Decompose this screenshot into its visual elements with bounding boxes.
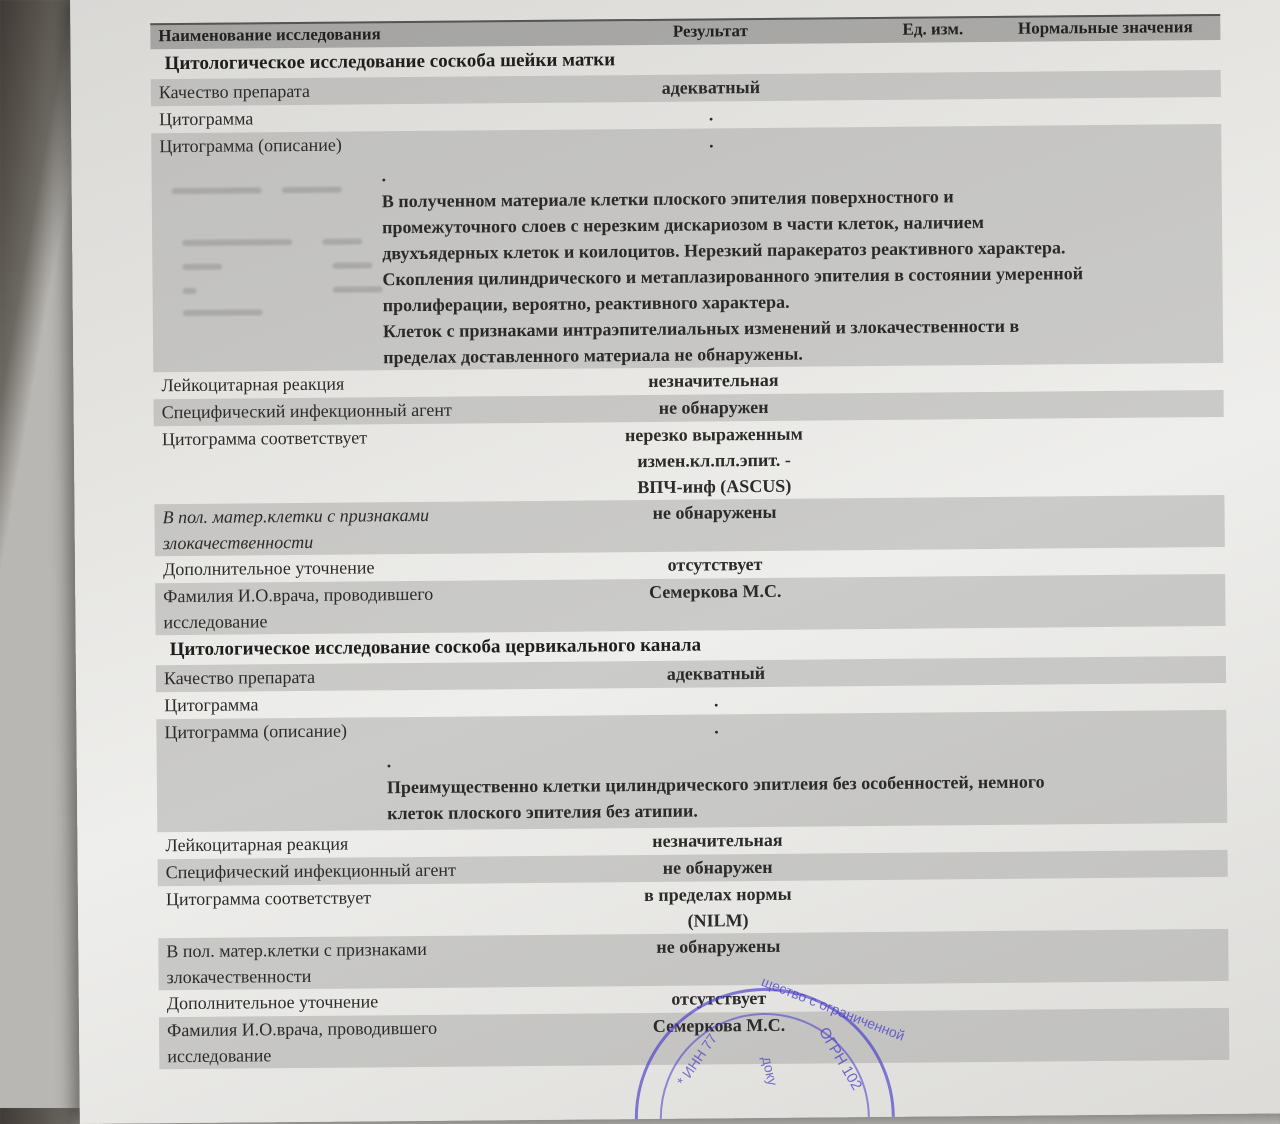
cytogram-description (151, 151, 1223, 372)
header-norm: Нормальные значения (1017, 17, 1193, 38)
cytogram-description (157, 737, 1228, 832)
document-sheet (70, 0, 1280, 1124)
table-row: Лейкоцитарная реакция незначительная (161, 369, 779, 396)
table-row: Качество препарата адекватный (156, 656, 1226, 692)
header-unit: Ед. изм. (902, 19, 964, 39)
table-row: Дополнительное уточнение отсутствует (162, 553, 763, 580)
table-row: Дополнительное уточнение отсутствует (166, 987, 767, 1014)
organization-stamp: щество с ограниченной ОГРН 102 * ИНН 77 доку (634, 987, 896, 1124)
description-text: . В полученном материале клетки плоского эпителия поверхностного и промежуточного слоев с нерезким дискариозом в части клеток, наличием двухъядерных клеток и коилоцитов. Нерезкий паракератоз реактивного характера. Скопления цилиндрического и метаплазированного эпителия в состоянии умеренной пролиферации, вероятно, реактивного характера. Клеток с признаками интраэпителиальных изменений и злокачественности в пределах доставленного материала не обнаружены. (381, 165, 1084, 368)
table-row: Цитограмма . (159, 104, 714, 130)
results-table (150, 14, 1229, 1069)
table-row: Цитограмма соответствует в пределах нормы (NILM) (165, 883, 792, 931)
table-row: Специфический инфекционный агент не обнаружен (154, 390, 1224, 426)
table-row: В пол. матер.клетки с признаками злокачественности не обнаружены (158, 929, 1228, 990)
table-row: Цитограмма соответствует нерезко выраженным измен.кл.пл.эпит. - ВПЧ-инф (ASCUS) (161, 423, 803, 498)
table-row: Специфический инфекционный агент не обнаружен (158, 850, 1228, 886)
header-result: Результат (672, 21, 748, 41)
table-row: Фамилия И.О.врача, проводившего исследование Семеркова М.С. (155, 574, 1225, 635)
section-title-cervical-canal: Цитологическое исследование соскоба цервикального канала (169, 634, 702, 661)
section-title-cervix: Цитологическое исследование соскоба шейки матки (164, 49, 616, 75)
table-row: Цитограмма (описание) . (156, 710, 1226, 746)
table-row: В пол. матер.клетки с признаками злокачественности не обнаружены (154, 495, 1224, 556)
table-row: Цитограмма . (164, 690, 719, 716)
table-row: Цитограмма (описание) . (151, 124, 1221, 160)
table-row: Лейкоцитарная реакция незначительная (165, 829, 783, 856)
header-name: Наименование исследования (158, 24, 381, 46)
description-text: . Преимущественно клетки цилиндрического эпитлеия без особенностей, немного клеток плоского эпителия без атипии. (386, 751, 1045, 824)
table-row: Качество препарата адекватный (151, 70, 1221, 106)
bleed-through-text (151, 158, 383, 372)
table-row: Фамилия И.О.врача, проводившего исследование Семеркова М.С. (159, 1008, 1229, 1069)
